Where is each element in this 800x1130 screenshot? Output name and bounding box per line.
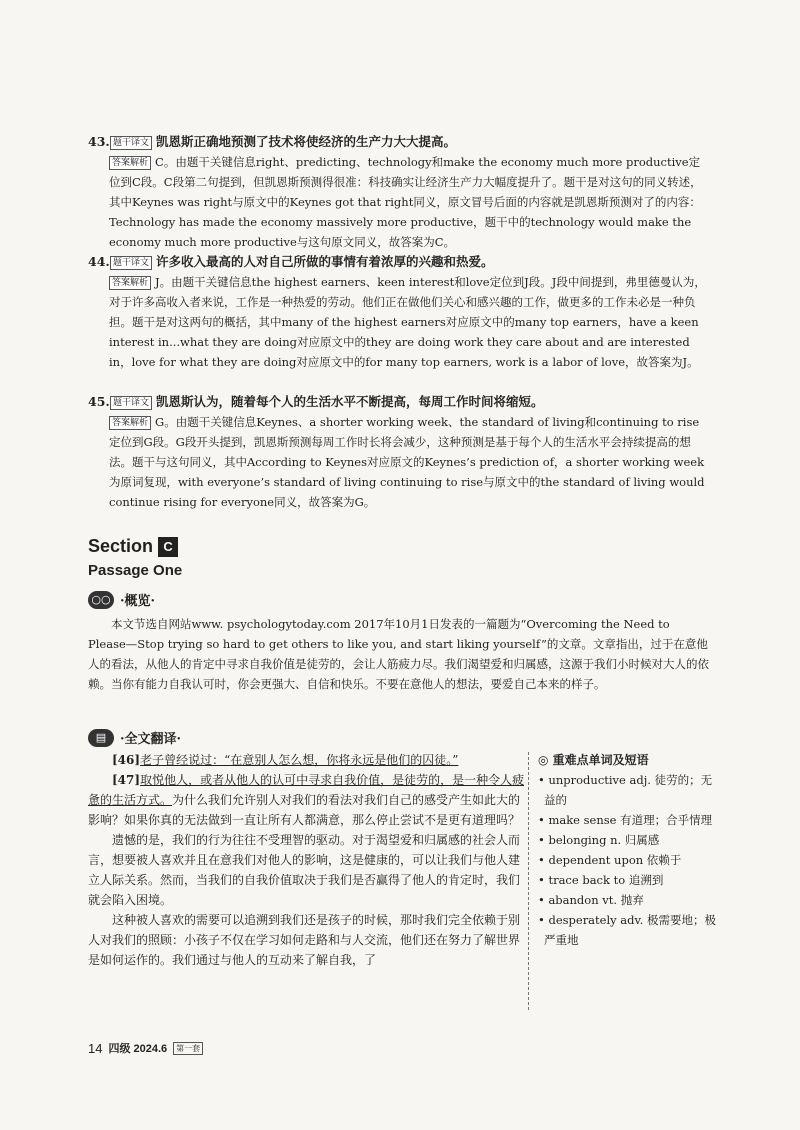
passage-title: Passage One: [88, 562, 183, 579]
question-title: 凯恩斯认为，随着每个人的生活水平不断提高，每周工作时间将缩短。: [156, 394, 544, 409]
page-number: 14: [88, 1040, 103, 1056]
answer-explanation: [88, 152, 710, 252]
question-number: 43.: [88, 134, 110, 149]
question-45: [88, 392, 710, 512]
section-title: [88, 536, 178, 557]
question-title: 凯恩斯正确地预测了技术将使经济的生产力大大提高。: [156, 134, 457, 149]
question-number: 44.: [88, 254, 110, 269]
vocab-item: • make sense 有道理；合乎情理: [538, 813, 713, 827]
answer-text: G。由题干关键信息Keynes、a shorter working week、the standard of living和continuing to rise定位到G段。G段开头提到，凯恩斯预测每周工作时长将会减少，这种预测是基于每个人的生活水平会持续提高的想法。题干与这句同义，其中According to Keynes对应原文的Keynes’s prediction of，a shorter working week为原词复现，with everyone’s standard of living continuing to rise与原文中的the standard of living would continue rising for everyone同义，故答案为G。: [109, 415, 705, 509]
question-head: [88, 392, 710, 412]
section-letter: C: [158, 537, 178, 557]
vocab-item: • dependent upon 依赖于: [538, 853, 682, 867]
title-tag: 题干译文: [110, 396, 152, 410]
question-43: [88, 132, 710, 252]
question-title: 许多收入最高的人对自己所做的事情有着浓厚的兴趣和热爱。: [156, 254, 494, 269]
answer-explanation: [88, 412, 710, 512]
set-tag: 第一套: [173, 1042, 203, 1055]
overview-heading-text: ·概览·: [120, 594, 156, 609]
overview-heading: [88, 590, 155, 609]
answer-tag: 答案解析: [109, 276, 151, 290]
overview-text: 本文节选自网站www. psychologytoday.com 2017年10月1日发表的一篇题为“Overcoming the Need to Please—Stop trying so hard to get others to like you, and start liking yourself”的文章。文章指出，过于在意他人的看法，从他人的肯定中寻求自我价值是徒劳的，会让人筋疲力尽。我们渴望爱和归属感，这源于我们小时候对大人的依赖。当你有能力自我认可时，你会更强大、自信和快乐。不要在意他人的想法，要爱自己本来的样子。: [88, 617, 709, 691]
answer-tag: 答案解析: [109, 156, 151, 170]
target-icon: ◎: [538, 753, 553, 767]
translation-heading: [88, 728, 181, 747]
translation-heading-text: ·全文翻译·: [120, 732, 182, 747]
question-head: [88, 132, 710, 152]
answer-text: J。由题干关键信息the highest earners、keen interest和love定位到J段。J段中间提到，弗里德曼认为，对于许多高收入者来说，工作是一种热爱的劳动。他们正在做他们关心和感兴趣的工作，做更多的工作未必是一种负担。题干是对这两句的概括，其中many of the highest earners对应原文中的many top earners，have a keen interest in...what they are doing对应原文中的they are doing work they care about and are interested in，love for what they are doing对应原文中的for many top earners, work is a labor of love，故答案为J。: [109, 275, 706, 369]
paragraph-number: [47]: [112, 773, 141, 787]
column-divider: [528, 752, 529, 1010]
answer-text: C。由题干关键信息right、predicting、technology和make the economy much more productive定位到C段。C段第二句提到，但凯恩斯预测得很准：科技确实让经济生产力大幅度提升了。题干是对这句的同义转述，其中Keynes was right与原文中的Keynes got that right同义，原文冒号后面的内容就是凯恩斯预测对了的内容：Technology has made the economy massively more productive，题干中的technology would make the economy much more productive与这句原文同义，故答案为C。: [109, 155, 702, 249]
underlined-sentence: 老子曾经说过：“在意别人怎么想，你将永远是他们的囚徒。”: [140, 753, 459, 767]
vocab-item: • unproductive adj. 徒劳的；无益的: [538, 773, 713, 807]
page-footer: [88, 1040, 203, 1056]
translation-paragraph: 这种被人喜欢的需要可以追溯到我们还是孩子的时候，那时我们完全依赖于别人对我们的照顾：小孩子不仅在学习如何走路和与人交流，他们还在努力了解世界是如何运作的。我们通过与他人的互动来了解自我，了: [88, 913, 521, 967]
vocab-item: • desperately adv. 极需要地；极严重地: [538, 913, 716, 947]
vocab-item: • trace back to 追溯到: [538, 873, 664, 887]
issue-label: 四级 2024.6: [108, 1043, 168, 1055]
answer-explanation: [88, 272, 710, 372]
translation-paragraph: 遗憾的是，我们的行为往往不受理智的驱动。对于渴望爱和归属感的社会人而言，想要被人喜欢并且在意我们对他人的影响，这是健康的，可以让我们与他人建立人际关系。然而，当我们的自我价值取决于我们是否赢得了他人的肯定时，我们就会陷入困境。: [88, 833, 521, 907]
title-tag: 题干译文: [110, 256, 152, 270]
section-label: Section: [88, 536, 154, 556]
glasses-icon: ○○: [88, 591, 114, 609]
answer-tag: 答案解析: [109, 416, 151, 430]
question-number: 45.: [88, 394, 110, 409]
vocab-item: • abandon vt. 抛弃: [538, 893, 644, 907]
question-44: [88, 252, 710, 372]
title-tag: 题干译文: [110, 136, 152, 150]
vocab-title: ◎ 重难点单词及短语: [538, 753, 649, 767]
translation-paragraph: [88, 770, 528, 830]
vocab-item: • belonging n. 归属感: [538, 833, 660, 847]
book-icon: ▤: [88, 729, 114, 747]
translation-body: [88, 750, 528, 970]
underlined-sentence: 取悦他人，或者从他人的认可中寻求自我价值，是徒劳的，是一种令人疲惫的生活方式。: [88, 773, 525, 807]
vocab-sidebar: [538, 750, 718, 950]
paragraph-text: 为什么我们允许别人对我们的看法对我们自己的感受产生如此大的影响？如果你真的无法做到一直让所有人都满意，那么停止尝试不是更有道理吗？: [88, 793, 521, 827]
paragraph-number: [46]: [112, 753, 141, 767]
question-head: [88, 252, 710, 272]
translation-paragraph: [88, 750, 528, 770]
